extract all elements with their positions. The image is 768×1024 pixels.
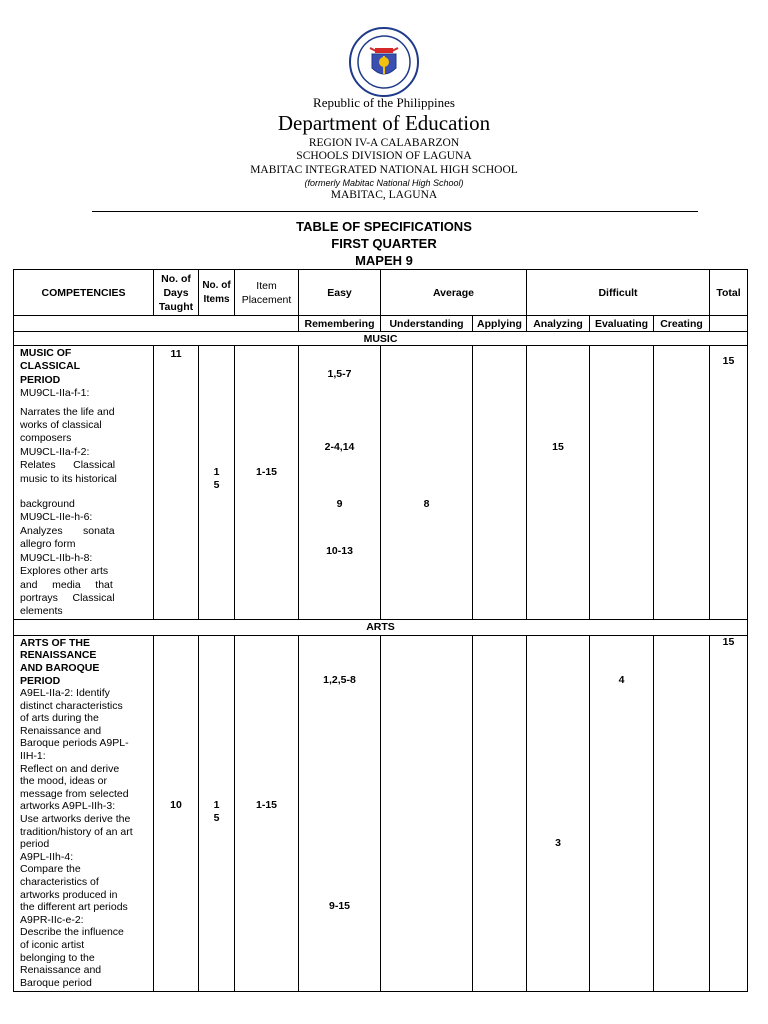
music-evaluating-cell [590,346,654,620]
subheader-evaluating: Evaluating [590,316,654,332]
music-remembering-cell [299,346,381,620]
music-analyzing: 15 [552,441,564,453]
table-row [14,635,748,991]
music-placement-cell [235,346,299,620]
arts-items-cell [199,635,235,991]
division-label: SCHOOLS DIVISION OF LAGUNA [296,150,472,162]
table-row [14,346,748,620]
subject-title: MAPEH 9 [355,253,413,268]
music-creating-cell [654,346,710,620]
specifications-table [13,269,748,992]
header-placement: Item Placement [235,270,299,316]
arts-days: 10 [170,798,182,811]
subheader-applying: Applying [473,316,527,332]
music-remembering-4: 10-13 [326,545,353,557]
header-difficult: Difficult [527,270,710,316]
arts-creating-cell [654,635,710,991]
music-applying-cell [473,346,527,620]
header-average: Average [381,270,527,316]
subheader-creating: Creating [654,316,710,332]
header-competencies: COMPETENCIES [14,270,154,316]
republic-label: Republic of the Philippines [313,95,455,110]
arts-section-row [14,619,748,635]
subheader-total-blank [710,316,748,332]
arts-applying-cell [473,635,527,991]
arts-placement-cell [235,635,299,991]
school-name: MABITAC INTEGRATED NATIONAL HIGH SCHOOL [250,164,518,176]
music-days: 11 [170,348,182,360]
department-name: Department of Education [277,111,491,135]
music-title: MUSIC OF [20,347,72,359]
document-title: TABLE OF SPECIFICATIONS [296,219,472,234]
music-competency-cell: MUSIC OF CLASSICAL PERIOD MU9CL-IIa-f-1: Narrates the life and works of classical composers MU9CL-IIa-f-2: Relates Classical music to its historical background MU9CL-IIe-h-6: Analyzes sonata allegro form MU9CL-IIb-h-8: Explores other arts and media that portrays Classical elements [14,346,154,620]
music-items-digit2: 5 [213,479,220,491]
arts-placement: 1-15 [255,798,277,811]
arts-remembering-2: 9-15 [328,899,350,912]
music-items-digit1: 1 [213,466,220,478]
quarter-title: FIRST QUARTER [331,236,437,251]
subheader-remembering: Remembering [299,316,381,332]
music-days-cell [154,346,199,620]
music-section-label: MUSIC [14,332,748,346]
subheader-blank [14,316,299,332]
music-understanding-cell [381,346,473,620]
subheader-understanding: Understanding [381,316,473,332]
music-analyzing-cell [527,346,590,620]
arts-competency-cell: ARTS OF THE RENAISSANCE AND BAROQUE PERIOD A9EL-IIa-2: Identify distinct characteristics of arts during the Renaissance and Baroque periods A9PL- IIH-1: Reflect on and derive the mood, ideas or message from selected artworks A9PL-IIh-3: Use artworks derive the tradition/history of an art period A9PL-IIh-4: Compare the characteristics of artworks produced in the different art periods A9PR-IIc-e-2: Describe the influence of iconic artist belonging to the Renaissance and Baroque period [14,635,154,991]
cognitive-level-row [14,316,748,332]
header-days: No. of Days Taught [154,270,199,316]
arts-understanding-cell [381,635,473,991]
formerly-label: (formerly Mabitac National High School) [304,178,464,188]
arts-analyzing-cell [527,635,590,991]
location-label: MABITAC, LAGUNA [330,189,438,201]
arts-analyzing: 3 [555,836,561,849]
arts-remembering-1: 1,2,5-8 [323,673,356,686]
arts-evaluating: 4 [618,673,625,686]
arts-title: ARTS OF THE [20,636,90,649]
music-placement: 1-15 [255,466,277,478]
arts-days-cell [154,635,199,991]
header-total: Total [710,270,748,316]
arts-total-cell [710,635,748,991]
arts-total: 15 [722,635,735,648]
music-items-cell [199,346,235,620]
music-remembering-2: 2-4,14 [324,441,355,453]
table-header-row [14,270,748,316]
music-total-cell [710,346,748,620]
region-label: REGION IV-A CALABARZON [308,137,460,149]
arts-items-digit1: 1 [213,798,220,811]
arts-evaluating-cell [590,635,654,991]
arts-items-digit2: 5 [213,811,220,824]
header-divider [92,211,698,212]
music-remembering-3: 9 [336,498,343,510]
deped-seal-icon [348,26,420,98]
music-understanding: 8 [423,498,430,510]
music-remembering-1: 1,5-7 [327,368,352,380]
music-total: 15 [722,355,735,367]
subheader-analyzing: Analyzing [527,316,590,332]
header-easy: Easy [299,270,381,316]
arts-remembering-cell [299,635,381,991]
music-section-row [14,332,748,346]
arts-section-label: ARTS [14,619,748,635]
header-items: No. of Items [199,270,235,316]
